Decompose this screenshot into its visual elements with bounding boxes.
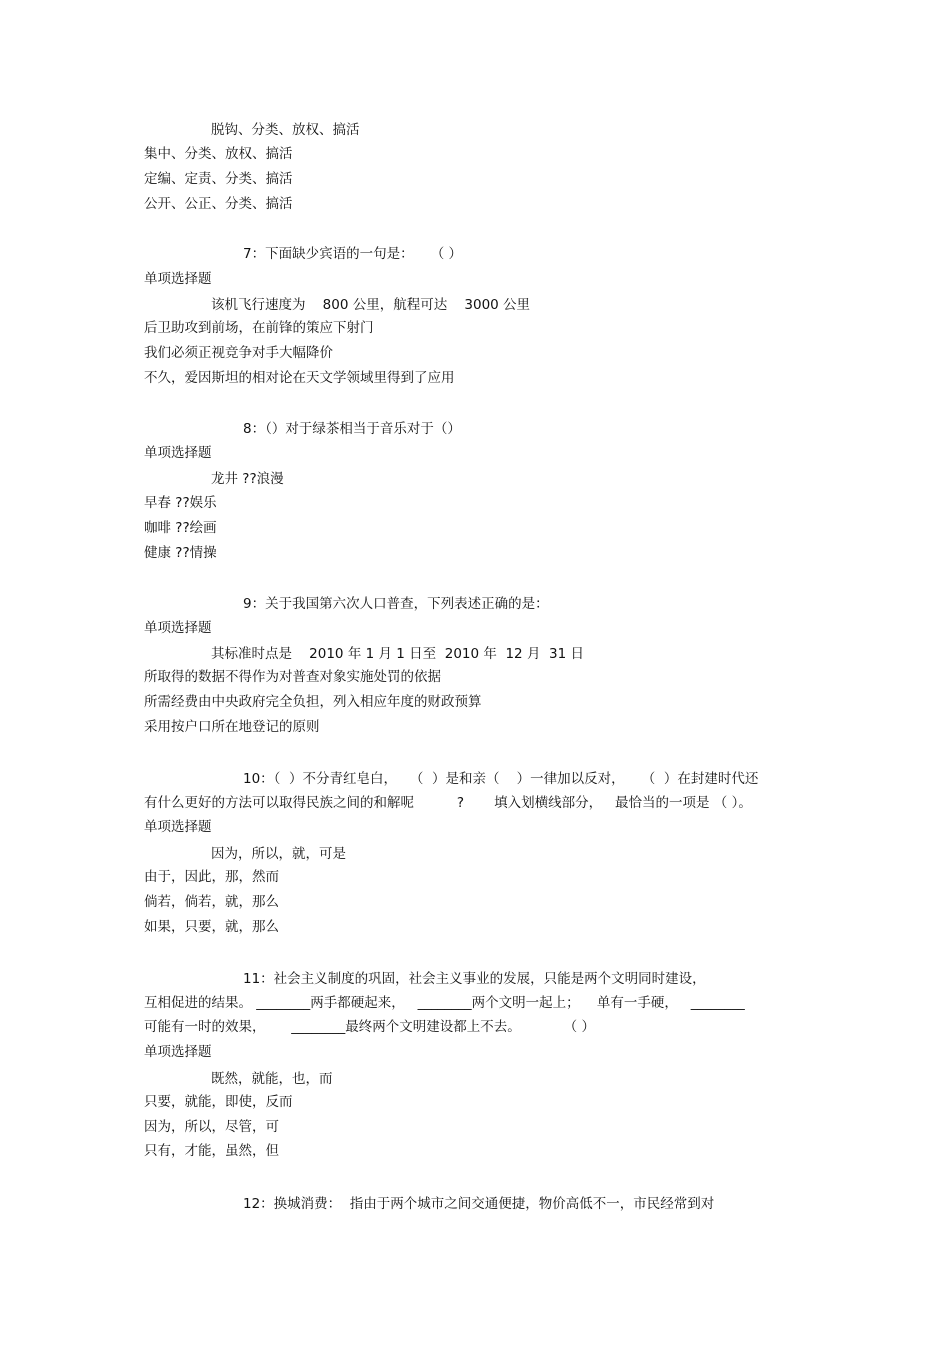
- option-d: 只有，才能，虽然，但: [144, 1143, 279, 1159]
- option-c: 倘若，倘若，就，那么: [144, 894, 279, 910]
- option-c: 我们必须正视竞争对手大幅降价: [144, 345, 333, 361]
- option-d: 采用按户口所在地登记的原则: [144, 719, 320, 735]
- question-7-text: 7：下面缺少宾语的一句是： （ ）: [243, 246, 463, 262]
- option-a: 既然，就能，也，而: [211, 1071, 333, 1087]
- question-8-text: 8：（）对于绿茶相当于音乐对于（）: [243, 421, 461, 437]
- question-11-text-line-2: 互相促进的结果。 ________两手都硬起来， ________两个文明一起上； 单有一手硬， ________: [144, 995, 745, 1011]
- question-type-label: 单项选择题: [144, 1044, 212, 1060]
- question-10-text-line-1: 10：（ ）不分青红皂白， （ ）是和亲（ ）一律加以反对， （ ）在封建时代还: [243, 771, 759, 787]
- option-b: 由于，因此，那，然而: [144, 869, 279, 885]
- question-type-label: 单项选择题: [144, 819, 212, 835]
- option-a: 龙井 ??浪漫: [211, 471, 284, 487]
- question-11-text-line-3: 可能有一时的效果， ________最终两个文明建设都上不去。 （ ）: [144, 1019, 595, 1035]
- question-type-label: 单项选择题: [144, 445, 212, 461]
- option-d: 如果，只要，就，那么: [144, 919, 279, 935]
- option-a: 该机飞行速度为 800 公里，航程可达 3000 公里: [211, 297, 531, 313]
- question-11-text-line-1: 11：社会主义制度的巩固，社会主义事业的发展，只能是两个文明同时建设，: [243, 971, 706, 987]
- option-a: 其标准时点是 2010 年 1 月 1 日至 2010 年 12 月 31 日: [211, 646, 584, 662]
- option-b: 早春 ??娱乐: [144, 495, 217, 511]
- option-d: 健康 ??情操: [144, 545, 217, 561]
- option-c: 因为，所以，尽管，可: [144, 1119, 279, 1135]
- option-c: 所需经费由中央政府完全负担，列入相应年度的财政预算: [144, 694, 482, 710]
- option-c: 定编、定责、分类、搞活: [144, 171, 293, 187]
- option-b: 后卫助攻到前场，在前锋的策应下射门: [144, 320, 374, 336]
- question-type-label: 单项选择题: [144, 271, 212, 287]
- option-b: 只要，就能，即使，反而: [144, 1094, 293, 1110]
- question-10-text-line-2: 有什么更好的方法可以取得民族之间的和解呢 ? 填入划横线部分， 最恰当的一项是 （ ）。: [144, 795, 752, 811]
- option-b: 所取得的数据不得作为对普查对象实施处罚的依据: [144, 669, 441, 685]
- option-a: 因为，所以，就，可是: [211, 846, 346, 862]
- question-type-label: 单项选择题: [144, 620, 212, 636]
- option-d: 不久，爱因斯坦的相对论在天文学领域里得到了应用: [144, 370, 455, 386]
- question-12-text: 12：换城消费： 指由于两个城市之间交通便捷，物价高低不一，市民经常到对: [243, 1196, 715, 1212]
- question-9-text: 9：关于我国第六次人口普查，下列表述正确的是：: [243, 596, 549, 612]
- option-b: 集中、分类、放权、搞活: [144, 146, 293, 162]
- option-d: 公开、公正、分类、搞活: [144, 196, 293, 212]
- option-c: 咖啡 ??绘画: [144, 520, 217, 536]
- option-a: 脱钩、分类、放权、搞活: [211, 122, 360, 138]
